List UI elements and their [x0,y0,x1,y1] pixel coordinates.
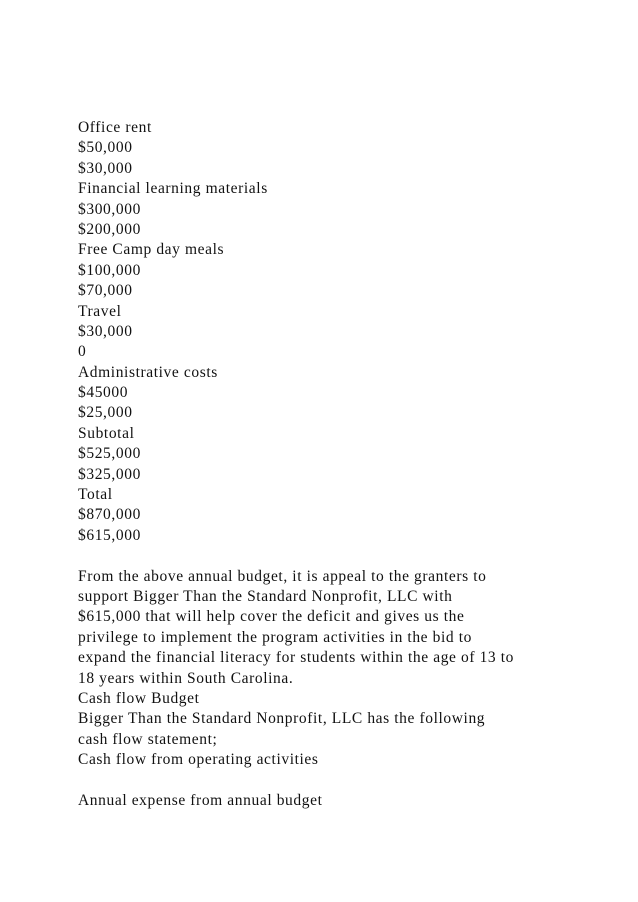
paragraph-line: Bigger Than the Standard Nonprofit, LLC has the following [78,710,486,728]
budget-line: Free Camp day meals [78,241,225,259]
budget-line: $615,000 [78,526,141,544]
budget-line: $50,000 [78,139,133,157]
budget-line: $30,000 [78,159,133,177]
document-text [78,118,578,811]
paragraph-line: privilege to implement the program activities in the bid to [78,628,472,646]
budget-line: Total [78,486,113,504]
budget-line: Financial learning materials [78,180,268,198]
budget-line: Travel [78,302,122,320]
budget-line: Office rent [78,119,152,136]
budget-line: $70,000 [78,282,133,300]
budget-line: $300,000 [78,200,141,218]
blank-line [78,546,578,566]
budget-line: Subtotal [78,424,135,442]
paragraph-line: Cash flow from operating activities [78,751,319,769]
section-heading: Cash flow Budget [78,689,200,707]
closing-section [78,791,578,811]
paragraph-line: 18 years within South Carolina. [78,669,294,687]
budget-line: 0 [78,343,87,361]
budget-line: $100,000 [78,261,141,279]
paragraph-line: support Bigger Than the Standard Nonprofit, LLC with [78,587,453,605]
budget-line: Administrative costs [78,363,218,381]
budget-section [78,118,578,546]
budget-line: $30,000 [78,322,133,340]
budget-line: $525,000 [78,445,141,463]
budget-line: $45000 [78,384,129,402]
paragraph-section [78,567,578,771]
budget-line: $200,000 [78,220,141,238]
budget-line: $25,000 [78,404,133,422]
closing-line: Annual expense from annual budget [78,791,323,809]
paragraph-line: $615,000 that will help cover the deficit and gives us the [78,608,465,626]
paragraph-line: From the above annual budget, it is appeal to the granters to [78,567,487,585]
blank-line [78,771,578,791]
paragraph-line: cash flow statement; [78,730,218,748]
paragraph-line: expand the financial literacy for students within the age of 13 to [78,649,515,667]
budget-line: $325,000 [78,465,141,483]
budget-line: $870,000 [78,506,141,524]
